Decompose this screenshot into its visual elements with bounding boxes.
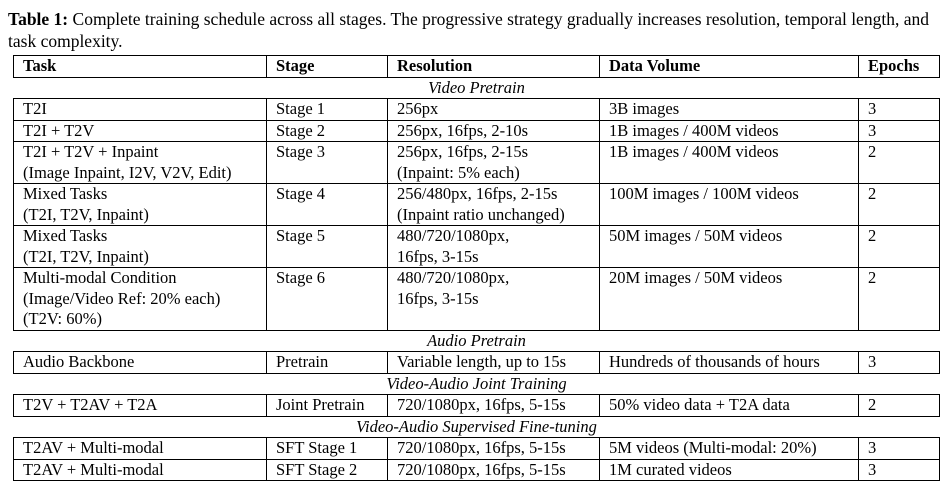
section-title: Video-Audio Supervised Fine-tuning <box>14 416 940 438</box>
section-title: Video-Audio Joint Training <box>14 373 940 395</box>
cell-line: 256/480px, 16fps, 2-15s <box>397 184 558 203</box>
cell-line: (Image Inpaint, I2V, V2V, Edit) <box>23 162 232 182</box>
table-row <box>14 268 940 331</box>
header-data-volume: Data Volume <box>600 56 859 78</box>
task-cell <box>14 438 267 460</box>
cell-line: T2I <box>23 99 47 118</box>
cell-line: 720/1080px, 16fps, 5-15s <box>397 395 566 414</box>
cell-line: T2I + T2V + Inpaint <box>23 142 159 161</box>
resolution-cell <box>388 268 600 331</box>
resolution-cell <box>388 142 600 184</box>
epochs-cell: 3 <box>859 352 940 374</box>
table-body <box>14 77 940 481</box>
cell-line: (Inpaint ratio unchanged) <box>397 204 565 224</box>
task-cell <box>14 99 267 121</box>
header-row <box>14 56 940 78</box>
epochs-cell: 2 <box>859 184 940 226</box>
task-cell <box>14 459 267 481</box>
data-volume-cell: Hundreds of thousands of hours <box>600 352 859 374</box>
data-volume-cell: 50% video data + T2A data <box>600 395 859 417</box>
epochs-cell: 3 <box>859 120 940 142</box>
section-row <box>14 373 940 395</box>
table-row <box>14 352 940 374</box>
cell-line: (Image/Video Ref: 20% each) <box>23 288 221 308</box>
cell-line: 720/1080px, 16fps, 5-15s <box>397 459 566 479</box>
cell-line: Audio Backbone <box>23 352 135 371</box>
cell-line: T2AV + Multi-modal <box>23 459 164 479</box>
data-volume-cell: 5M videos (Multi-modal: 20%) <box>600 438 859 460</box>
resolution-cell <box>388 226 600 268</box>
cell-line: 480/720/1080px, <box>397 226 510 245</box>
task-cell <box>14 395 267 417</box>
stage-cell: Stage 1 <box>267 99 388 121</box>
epochs-cell: 3 <box>859 459 940 481</box>
header-stage: Stage <box>267 56 388 78</box>
header-resolution: Resolution <box>388 56 600 78</box>
resolution-cell <box>388 395 600 417</box>
resolution-cell <box>388 459 600 481</box>
section-row <box>14 77 940 99</box>
header-epochs: Epochs <box>859 56 940 78</box>
cell-line: Mixed Tasks <box>23 184 108 203</box>
table-caption <box>8 8 943 52</box>
stage-cell: Stage 3 <box>267 142 388 184</box>
cell-line: T2AV + Multi-modal <box>23 438 164 457</box>
section-title: Video Pretrain <box>14 77 940 99</box>
table-row <box>14 120 940 142</box>
resolution-cell <box>388 352 600 374</box>
caption-text: Complete training schedule across all stages. The progressive strategy gradually increases resolution, temporal length, and task complexity. <box>8 9 929 51</box>
task-cell <box>14 352 267 374</box>
stage-cell: Stage 5 <box>267 226 388 268</box>
task-cell <box>14 226 267 268</box>
resolution-cell <box>388 438 600 460</box>
table-row <box>14 99 940 121</box>
section-title: Audio Pretrain <box>14 330 940 352</box>
data-volume-cell: 20M images / 50M videos <box>600 268 859 331</box>
data-volume-cell: 1M curated videos <box>600 459 859 481</box>
section-row <box>14 330 940 352</box>
header-task: Task <box>14 56 267 78</box>
training-schedule-table <box>13 55 940 481</box>
table-row <box>14 395 940 417</box>
task-cell <box>14 120 267 142</box>
cell-line: 16fps, 3-15s <box>397 288 479 308</box>
cell-line: 16fps, 3-15s <box>397 246 479 266</box>
data-volume-cell: 100M images / 100M videos <box>600 184 859 226</box>
table-row <box>14 226 940 268</box>
cell-line: 720/1080px, 16fps, 5-15s <box>397 438 566 457</box>
data-volume-cell: 50M images / 50M videos <box>600 226 859 268</box>
caption-label: Table 1: <box>8 9 69 29</box>
cell-line: 256px, 16fps, 2-15s <box>397 142 529 161</box>
cell-line: 256px <box>397 99 439 118</box>
stage-cell: Stage 6 <box>267 268 388 331</box>
task-cell <box>14 268 267 331</box>
epochs-cell: 3 <box>859 438 940 460</box>
resolution-cell <box>388 99 600 121</box>
table-row <box>14 142 940 184</box>
table-row <box>14 184 940 226</box>
cell-line: (Inpaint: 5% each) <box>397 162 520 182</box>
resolution-cell <box>388 120 600 142</box>
epochs-cell: 2 <box>859 142 940 184</box>
data-volume-cell: 3B images <box>600 99 859 121</box>
stage-cell: Stage 4 <box>267 184 388 226</box>
stage-cell: SFT Stage 1 <box>267 438 388 460</box>
section-row <box>14 416 940 438</box>
cell-line: (T2I, T2V, Inpaint) <box>23 246 149 266</box>
cell-line: 480/720/1080px, <box>397 268 510 287</box>
cell-line: Mixed Tasks <box>23 226 108 245</box>
cell-line: (T2V: 60%) <box>23 309 102 328</box>
stage-cell: SFT Stage 2 <box>267 459 388 481</box>
cell-line: (T2I, T2V, Inpaint) <box>23 204 149 224</box>
cell-line: T2V + T2AV + T2A <box>23 395 158 414</box>
task-cell <box>14 184 267 226</box>
table-row <box>14 459 940 481</box>
epochs-cell: 2 <box>859 268 940 331</box>
table-row <box>14 438 940 460</box>
cell-line: Multi-modal Condition <box>23 268 177 287</box>
stage-cell: Pretrain <box>267 352 388 374</box>
epochs-cell: 2 <box>859 395 940 417</box>
cell-line: Variable length, up to 15s <box>397 352 567 371</box>
data-volume-cell: 1B images / 400M videos <box>600 120 859 142</box>
epochs-cell: 3 <box>859 99 940 121</box>
stage-cell: Stage 2 <box>267 120 388 142</box>
data-volume-cell: 1B images / 400M videos <box>600 142 859 184</box>
cell-line: T2I + T2V <box>23 120 95 140</box>
resolution-cell <box>388 184 600 226</box>
task-cell <box>14 142 267 184</box>
stage-cell: Joint Pretrain <box>267 395 388 417</box>
cell-line: 256px, 16fps, 2-10s <box>397 120 529 140</box>
epochs-cell: 2 <box>859 226 940 268</box>
